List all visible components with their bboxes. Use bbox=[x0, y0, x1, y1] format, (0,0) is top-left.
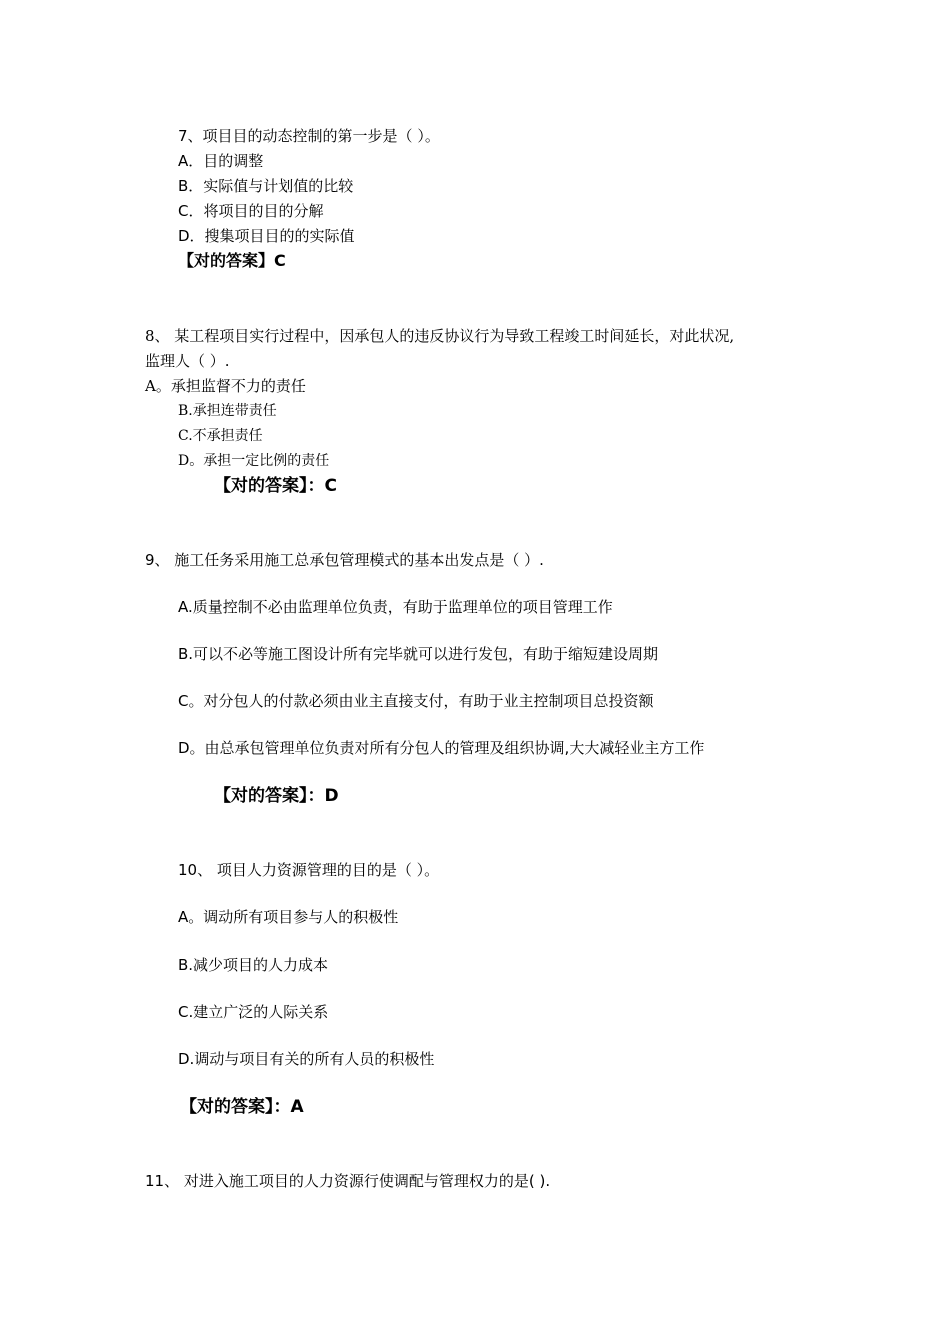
q10-option-b: B.减少项目的人力成本 bbox=[178, 956, 329, 974]
q7-stem: 7、项目目的动态控制的第一步是（ ）。 bbox=[178, 127, 440, 145]
q9-stem: 9、 施工任务采用施工总承包管理模式的基本出发点是（ ）. bbox=[145, 551, 544, 569]
q9-option-c: C。对分包人的付款必须由业主直接支付，有助于业主控制项目总投资额 bbox=[178, 692, 654, 710]
q8-stem-line2: 监理人（ ）. bbox=[145, 352, 230, 370]
q9-option-a: A.质量控制不必由监理单位负责，有助于监理单位的项目管理工作 bbox=[178, 598, 613, 616]
q11-stem: 11、 对进入施工项目的人力资源行使调配与管理权力的是( ). bbox=[145, 1172, 551, 1190]
q8-option-d: D。承担一定比例的责任 bbox=[178, 453, 330, 469]
q9-option-d: D。由总承包管理单位负责对所有分包人的管理及组织协调,大大减轻业主方工作 bbox=[178, 739, 705, 757]
q8-stem-line1: 8、 某工程项目实行过程中，因承包人的违反协议行为导致工程竣工时间延长，对此状况, bbox=[145, 327, 735, 345]
q10-stem: 10、 项目人力资源管理的目的是（ ）。 bbox=[178, 861, 440, 879]
q10-option-c: C.建立广泛的人际关系 bbox=[178, 1003, 329, 1021]
q8-answer: 【对的答案】：C bbox=[214, 476, 337, 496]
q9-option-b: B.可以不必等施工图设计所有完毕就可以进行发包，有助于缩短建设周期 bbox=[178, 645, 659, 663]
q8-option-a: A。承担监督不力的责任 bbox=[145, 377, 306, 395]
q10-answer: 【对的答案】：A bbox=[180, 1097, 304, 1117]
q9-answer: 【对的答案】：D bbox=[214, 786, 339, 806]
q7-answer: 【对的答案】C bbox=[178, 251, 286, 270]
q8-option-c: C.不承担责任 bbox=[178, 428, 263, 444]
q10-option-a: A。调动所有项目参与人的积极性 bbox=[178, 908, 399, 926]
q7-option-c: C．将项目的目的分解 bbox=[178, 202, 324, 220]
q10-option-d: D.调动与项目有关的所有人员的积极性 bbox=[178, 1050, 435, 1068]
q7-option-a: A．目的调整 bbox=[178, 152, 264, 170]
q7-option-d: D．搜集项目目的的实际值 bbox=[178, 227, 355, 245]
q7-option-b: B．实际值与计划值的比较 bbox=[178, 177, 354, 195]
q8-option-b: B.承担连带责任 bbox=[178, 403, 277, 419]
